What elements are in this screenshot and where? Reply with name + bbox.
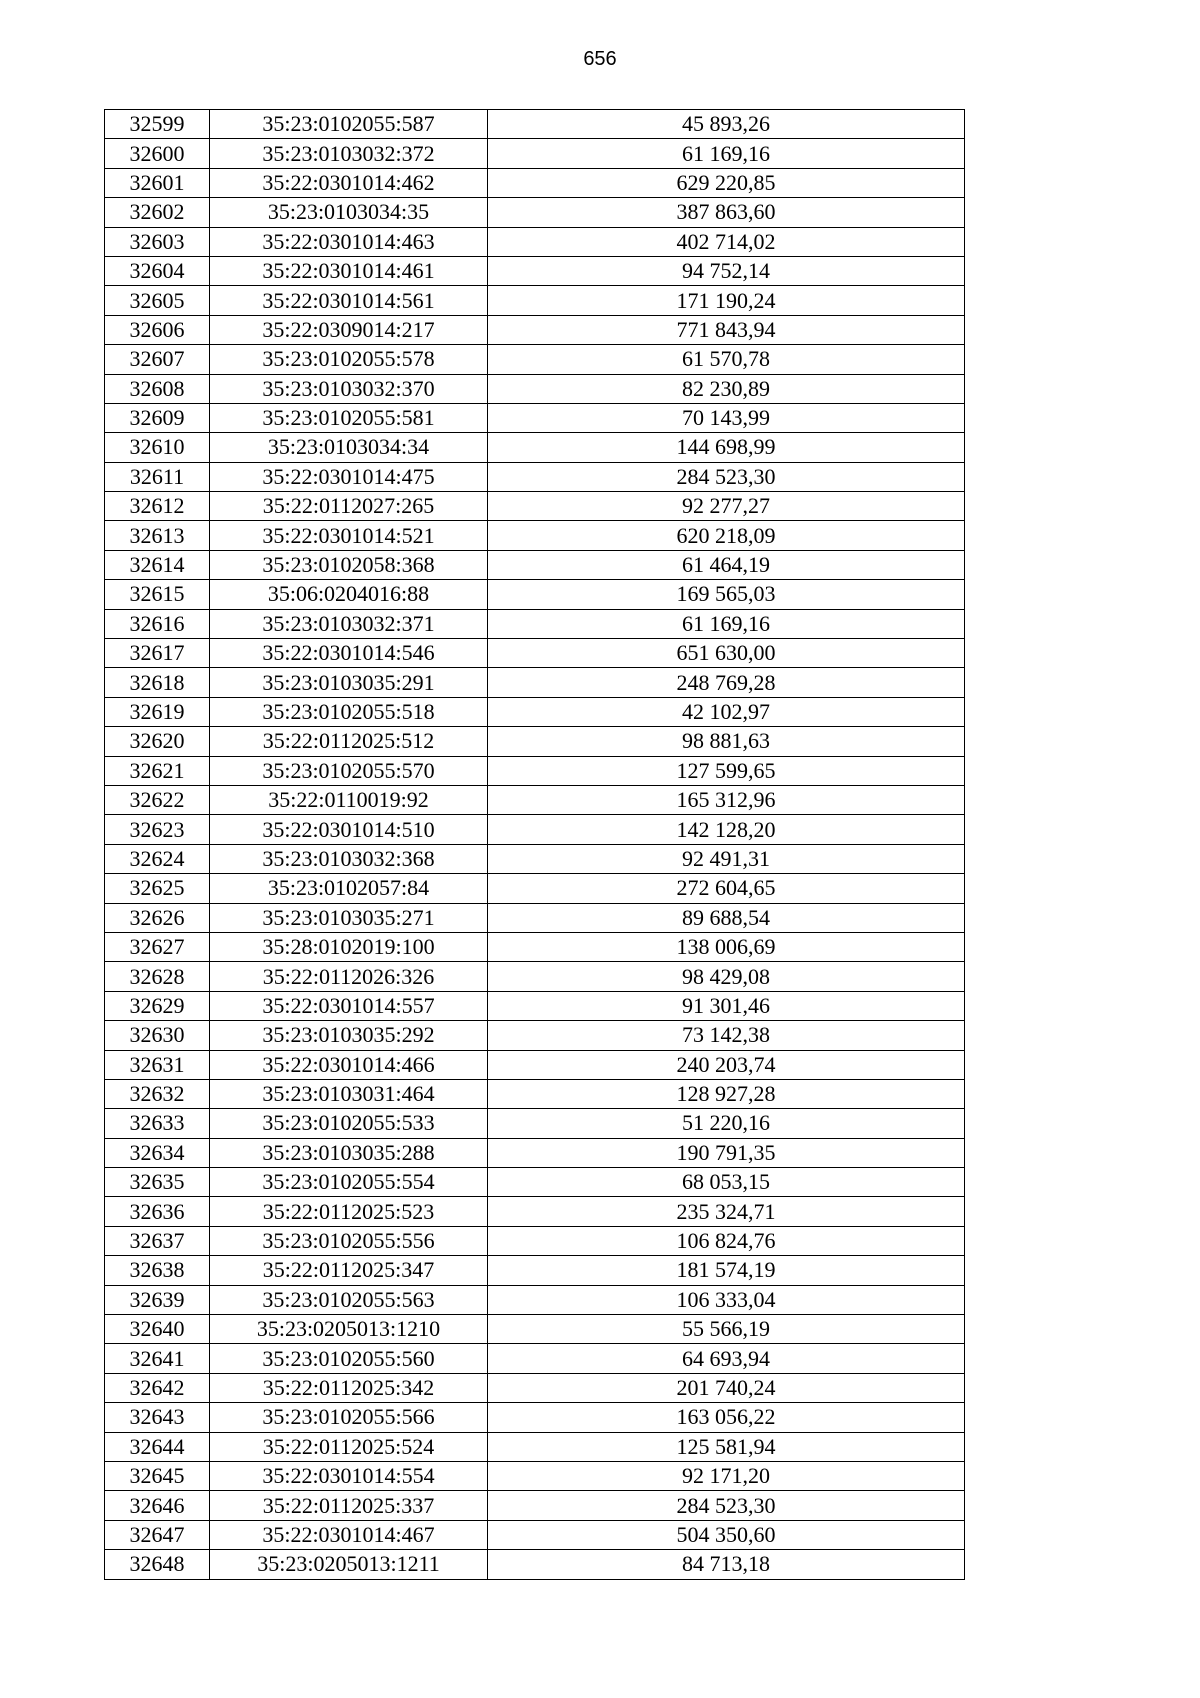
- row-number-cell: 32599: [105, 110, 210, 139]
- cadastral-number-cell: 35:22:0301014:475: [210, 462, 488, 491]
- row-number-cell: 32635: [105, 1168, 210, 1197]
- value-cell: 106 333,04: [488, 1285, 965, 1314]
- value-cell: 55 566,19: [488, 1315, 965, 1344]
- value-cell: 163 056,22: [488, 1403, 965, 1432]
- cadastral-number-cell: 35:23:0102055:581: [210, 403, 488, 432]
- table-row: [105, 1168, 965, 1197]
- table-row: [105, 1226, 965, 1255]
- row-number-cell: 32628: [105, 962, 210, 991]
- row-number-cell: 32610: [105, 433, 210, 462]
- cadastral-number-cell: 35:23:0102055:560: [210, 1344, 488, 1373]
- row-number-cell: 32605: [105, 286, 210, 315]
- value-cell: 235 324,71: [488, 1197, 965, 1226]
- cadastral-number-cell: 35:22:0301014:467: [210, 1520, 488, 1549]
- row-number-cell: 32637: [105, 1226, 210, 1255]
- row-number-cell: 32641: [105, 1344, 210, 1373]
- value-cell: 190 791,35: [488, 1138, 965, 1167]
- cadastral-number-cell: 35:22:0301014:510: [210, 815, 488, 844]
- table-row: [105, 1021, 965, 1050]
- value-cell: 240 203,74: [488, 1050, 965, 1079]
- cadastral-number-cell: 35:22:0301014:546: [210, 639, 488, 668]
- value-cell: 84 713,18: [488, 1550, 965, 1579]
- row-number-cell: 32619: [105, 697, 210, 726]
- cadastral-number-cell: 35:22:0309014:217: [210, 315, 488, 344]
- row-number-cell: 32627: [105, 932, 210, 961]
- cadastral-number-cell: 35:23:0103035:271: [210, 903, 488, 932]
- value-cell: 106 824,76: [488, 1226, 965, 1255]
- row-number-cell: 32640: [105, 1315, 210, 1344]
- value-cell: 165 312,96: [488, 785, 965, 814]
- table-row: [105, 345, 965, 374]
- cadastral-number-cell: 35:23:0102055:570: [210, 756, 488, 785]
- row-number-cell: 32621: [105, 756, 210, 785]
- cadastral-number-cell: 35:22:0112025:523: [210, 1197, 488, 1226]
- table-row: [105, 521, 965, 550]
- row-number-cell: 32600: [105, 139, 210, 168]
- table-row: [105, 668, 965, 697]
- table-body: [105, 110, 965, 1580]
- cadastral-number-cell: 35:23:0102055:563: [210, 1285, 488, 1314]
- cadastral-number-cell: 35:23:0102055:587: [210, 110, 488, 139]
- value-cell: 771 843,94: [488, 315, 965, 344]
- table-row: [105, 1256, 965, 1285]
- row-number-cell: 32630: [105, 1021, 210, 1050]
- cadastral-number-cell: 35:22:0301014:561: [210, 286, 488, 315]
- cadastral-number-cell: 35:23:0205013:1210: [210, 1315, 488, 1344]
- row-number-cell: 32647: [105, 1520, 210, 1549]
- row-number-cell: 32634: [105, 1138, 210, 1167]
- row-number-cell: 32631: [105, 1050, 210, 1079]
- value-cell: 92 171,20: [488, 1461, 965, 1490]
- row-number-cell: 32623: [105, 815, 210, 844]
- row-number-cell: 32646: [105, 1491, 210, 1520]
- row-number-cell: 32629: [105, 991, 210, 1020]
- value-cell: 171 190,24: [488, 286, 965, 315]
- value-cell: 42 102,97: [488, 697, 965, 726]
- cadastral-number-cell: 35:23:0102055:533: [210, 1109, 488, 1138]
- value-cell: 169 565,03: [488, 580, 965, 609]
- row-number-cell: 32620: [105, 727, 210, 756]
- row-number-cell: 32624: [105, 844, 210, 873]
- table-row: [105, 1403, 965, 1432]
- table-row: [105, 1109, 965, 1138]
- value-cell: 92 491,31: [488, 844, 965, 873]
- row-number-cell: 32643: [105, 1403, 210, 1432]
- table-row: [105, 462, 965, 491]
- cadastral-number-cell: 35:23:0102055:556: [210, 1226, 488, 1255]
- value-cell: 128 927,28: [488, 1079, 965, 1108]
- value-cell: 272 604,65: [488, 874, 965, 903]
- table-row: [105, 1344, 965, 1373]
- value-cell: 70 143,99: [488, 403, 965, 432]
- table-row: [105, 874, 965, 903]
- value-cell: 68 053,15: [488, 1168, 965, 1197]
- table-row: [105, 1461, 965, 1490]
- table-row: [105, 139, 965, 168]
- cadastral-number-cell: 35:22:0112026:326: [210, 962, 488, 991]
- row-number-cell: 32642: [105, 1373, 210, 1402]
- cadastral-number-cell: 35:22:0301014:557: [210, 991, 488, 1020]
- value-cell: 181 574,19: [488, 1256, 965, 1285]
- value-cell: 98 881,63: [488, 727, 965, 756]
- table-row: [105, 609, 965, 638]
- cadastral-number-cell: 35:28:0102019:100: [210, 932, 488, 961]
- row-number-cell: 32626: [105, 903, 210, 932]
- cadastral-number-cell: 35:23:0103035:288: [210, 1138, 488, 1167]
- value-cell: 125 581,94: [488, 1432, 965, 1461]
- row-number-cell: 32622: [105, 785, 210, 814]
- value-cell: 89 688,54: [488, 903, 965, 932]
- value-cell: 51 220,16: [488, 1109, 965, 1138]
- row-number-cell: 32617: [105, 639, 210, 668]
- row-number-cell: 32615: [105, 580, 210, 609]
- row-number-cell: 32632: [105, 1079, 210, 1108]
- value-cell: 91 301,46: [488, 991, 965, 1020]
- page-number: 656: [583, 48, 617, 70]
- table-row: [105, 815, 965, 844]
- table-row: [105, 844, 965, 873]
- table-row: [105, 639, 965, 668]
- row-number-cell: 32633: [105, 1109, 210, 1138]
- row-number-cell: 32636: [105, 1197, 210, 1226]
- value-cell: 82 230,89: [488, 374, 965, 403]
- table-row: [105, 785, 965, 814]
- cadastral-number-cell: 35:23:0103032:372: [210, 139, 488, 168]
- row-number-cell: 32608: [105, 374, 210, 403]
- value-cell: 248 769,28: [488, 668, 965, 697]
- cadastral-number-cell: 35:22:0112027:265: [210, 492, 488, 521]
- table-row: [105, 756, 965, 785]
- table-row: [105, 580, 965, 609]
- cadastral-number-cell: 35:23:0102055:518: [210, 697, 488, 726]
- value-cell: 651 630,00: [488, 639, 965, 668]
- cadastral-number-cell: 35:22:0301014:462: [210, 168, 488, 197]
- cadastral-number-cell: 35:22:0301014:554: [210, 1461, 488, 1490]
- value-cell: 629 220,85: [488, 168, 965, 197]
- value-cell: 61 464,19: [488, 550, 965, 579]
- table-row: [105, 1285, 965, 1314]
- value-cell: 61 169,16: [488, 139, 965, 168]
- cadastral-number-cell: 35:22:0301014:521: [210, 521, 488, 550]
- cadastral-number-cell: 35:23:0102057:84: [210, 874, 488, 903]
- table-row: [105, 198, 965, 227]
- row-number-cell: 32604: [105, 256, 210, 285]
- cadastral-number-cell: 35:23:0102055:578: [210, 345, 488, 374]
- table-row: [105, 991, 965, 1020]
- value-cell: 45 893,26: [488, 110, 965, 139]
- value-cell: 127 599,65: [488, 756, 965, 785]
- value-cell: 73 142,38: [488, 1021, 965, 1050]
- table-row: [105, 227, 965, 256]
- table-row: [105, 403, 965, 432]
- table-row: [105, 550, 965, 579]
- cadastral-number-cell: 35:23:0103032:368: [210, 844, 488, 873]
- cadastral-number-cell: 35:22:0110019:92: [210, 785, 488, 814]
- cadastral-number-cell: 35:23:0102058:368: [210, 550, 488, 579]
- data-table: [104, 109, 965, 1580]
- row-number-cell: 32625: [105, 874, 210, 903]
- cadastral-number-cell: 35:23:0102055:566: [210, 1403, 488, 1432]
- row-number-cell: 32602: [105, 198, 210, 227]
- table-row: [105, 168, 965, 197]
- table-row: [105, 1138, 965, 1167]
- cadastral-number-cell: 35:23:0103035:292: [210, 1021, 488, 1050]
- value-cell: 138 006,69: [488, 932, 965, 961]
- table-row: [105, 1373, 965, 1402]
- table-row: [105, 1491, 965, 1520]
- table-row: [105, 1197, 965, 1226]
- table-row: [105, 286, 965, 315]
- table-row: [105, 727, 965, 756]
- table-row: [105, 932, 965, 961]
- cadastral-number-cell: 35:22:0112025:342: [210, 1373, 488, 1402]
- cadastral-number-cell: 35:23:0103035:291: [210, 668, 488, 697]
- cadastral-number-cell: 35:06:0204016:88: [210, 580, 488, 609]
- row-number-cell: 32639: [105, 1285, 210, 1314]
- table-row: [105, 110, 965, 139]
- table-row: [105, 492, 965, 521]
- row-number-cell: 32606: [105, 315, 210, 344]
- value-cell: 92 277,27: [488, 492, 965, 521]
- value-cell: 504 350,60: [488, 1520, 965, 1549]
- cadastral-number-cell: 35:22:0301014:463: [210, 227, 488, 256]
- table-row: [105, 1315, 965, 1344]
- table-row: [105, 1520, 965, 1549]
- table-row: [105, 1550, 965, 1579]
- table-row: [105, 374, 965, 403]
- row-number-cell: 32601: [105, 168, 210, 197]
- value-cell: 284 523,30: [488, 462, 965, 491]
- value-cell: 98 429,08: [488, 962, 965, 991]
- row-number-cell: 32607: [105, 345, 210, 374]
- table-row: [105, 903, 965, 932]
- value-cell: 620 218,09: [488, 521, 965, 550]
- cadastral-number-cell: 35:22:0112025:337: [210, 1491, 488, 1520]
- row-number-cell: 32644: [105, 1432, 210, 1461]
- row-number-cell: 32614: [105, 550, 210, 579]
- row-number-cell: 32616: [105, 609, 210, 638]
- table-row: [105, 1432, 965, 1461]
- cadastral-number-cell: 35:23:0103032:370: [210, 374, 488, 403]
- value-cell: 61 169,16: [488, 609, 965, 638]
- table-row: [105, 315, 965, 344]
- table-row: [105, 1079, 965, 1108]
- table-row: [105, 697, 965, 726]
- row-number-cell: 32618: [105, 668, 210, 697]
- cadastral-number-cell: 35:22:0112025:347: [210, 1256, 488, 1285]
- value-cell: 94 752,14: [488, 256, 965, 285]
- value-cell: 144 698,99: [488, 433, 965, 462]
- row-number-cell: 32638: [105, 1256, 210, 1285]
- cadastral-number-cell: 35:23:0103032:371: [210, 609, 488, 638]
- cadastral-number-cell: 35:23:0103034:34: [210, 433, 488, 462]
- row-number-cell: 32645: [105, 1461, 210, 1490]
- value-cell: 61 570,78: [488, 345, 965, 374]
- value-cell: 201 740,24: [488, 1373, 965, 1402]
- value-cell: 142 128,20: [488, 815, 965, 844]
- table-row: [105, 1050, 965, 1079]
- value-cell: 64 693,94: [488, 1344, 965, 1373]
- cadastral-number-cell: 35:22:0301014:461: [210, 256, 488, 285]
- row-number-cell: 32611: [105, 462, 210, 491]
- table-row: [105, 433, 965, 462]
- value-cell: 284 523,30: [488, 1491, 965, 1520]
- cadastral-number-cell: 35:22:0301014:466: [210, 1050, 488, 1079]
- cadastral-number-cell: 35:23:0102055:554: [210, 1168, 488, 1197]
- row-number-cell: 32648: [105, 1550, 210, 1579]
- value-cell: 387 863,60: [488, 198, 965, 227]
- cadastral-number-cell: 35:23:0205013:1211: [210, 1550, 488, 1579]
- row-number-cell: 32603: [105, 227, 210, 256]
- cadastral-number-cell: 35:22:0112025:512: [210, 727, 488, 756]
- cadastral-number-cell: 35:22:0112025:524: [210, 1432, 488, 1461]
- table-row: [105, 962, 965, 991]
- value-cell: 402 714,02: [488, 227, 965, 256]
- cadastral-number-cell: 35:23:0103031:464: [210, 1079, 488, 1108]
- table-row: [105, 256, 965, 285]
- cadastral-number-cell: 35:23:0103034:35: [210, 198, 488, 227]
- row-number-cell: 32609: [105, 403, 210, 432]
- row-number-cell: 32613: [105, 521, 210, 550]
- row-number-cell: 32612: [105, 492, 210, 521]
